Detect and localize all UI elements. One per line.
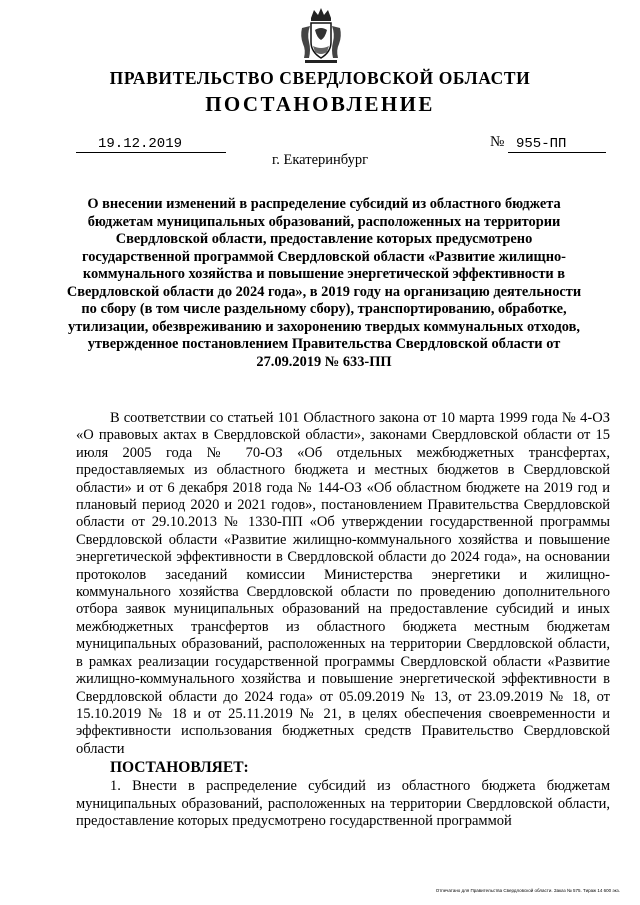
coat-of-arms-icon <box>299 6 343 66</box>
document-title: О внесении изменений в распределение субсидий из областного бюджета бюджетам муниципальных образований, расположенных на территории Свердловской области, предоставление которых предусмотрено государственной программой Свердловской области «Развитие жилищно-коммунального хозяйства и повышение энергетической эффективности в Свердловской области до 2024 года», в 2019 году на организацию деятельности по сбору (в том числе раздельному сбору), транспортированию, обработке, утилизации, обезвреживанию и захоронению твердых коммунальных отходов, утвержденное постановлением Правительства Свердловской области от 27.09.2019 № 633-ПП <box>66 196 582 370</box>
number-label: № <box>490 134 505 150</box>
city: г. Екатеринбург <box>271 152 369 168</box>
decree-number: 955-ПП <box>508 136 606 153</box>
document-type: ПОСТАНОВЛЕНИЕ <box>205 92 435 116</box>
print-footer: Отпечатано для Правительства Свердловской области. Заказ № 575. Тираж 14 600 экз. <box>435 888 620 893</box>
item-1-paragraph: 1. Внести в распределение субсидий из областного бюджета бюджетам муниципальных образований, расположенных на территории Свердловской области, предоставление которых предусмотрено государственной программой <box>76 778 610 829</box>
preamble-paragraph: В соответствии со статьей 101 Областного закона от 10 марта 1999 года № 4-ОЗ «О правовых актах в Свердловской области», законами Свердловской области от 15 июля 2005 года № 70-ОЗ «Об отдельных межбюджетных трансфертах, предоставляемых из областного бюджета и местных бюджетов в Свердловской области» и от 6 декабря 2018 года № 144-ОЗ «Об областном бюджете на 2019 год и плановый период 2020 и 2021 годов», постановлением Правительства Свердловской области от 29.10.2013 № 1330-ПП «Об утверждении государственной программы Свердловской области «Развитие жилищно-коммунального хозяйства и повышение энергетической эффективности в Свердловской области до 2024 года», на основании протоколов заседаний комиссии Министерства энергетики и жилищно-коммунального хозяйства Свердловской области по проведению дополнительного отбора заявок муниципальных образований на предоставление субсидий и иных межбюджетных трансфертов из областного бюджета местным бюджетам муниципальных образований, расположенных на территории Свердловской области, в рамках реализации государственной программы Свердловской области «Развитие жилищно-коммунального хозяйства и повышение энергетической эффективности в Свердловской области до 2024 года» от 05.09.2019 № 13, от 23.09.2019 № 18, от 15.10.2019 № 18 и от 25.11.2019 № 21, в целях обеспечения своевременности и эффективности использования бюджетных средств Правительство Свердловской области <box>76 410 610 757</box>
resolve-heading: ПОСТАНОВЛЯЕТ: <box>110 759 249 777</box>
decree-date: 19.12.2019 <box>76 136 226 153</box>
document-body <box>76 410 610 830</box>
government-name: ПРАВИТЕЛЬСТВО СВЕРДЛОВСКОЙ ОБЛАСТИ <box>109 68 531 88</box>
